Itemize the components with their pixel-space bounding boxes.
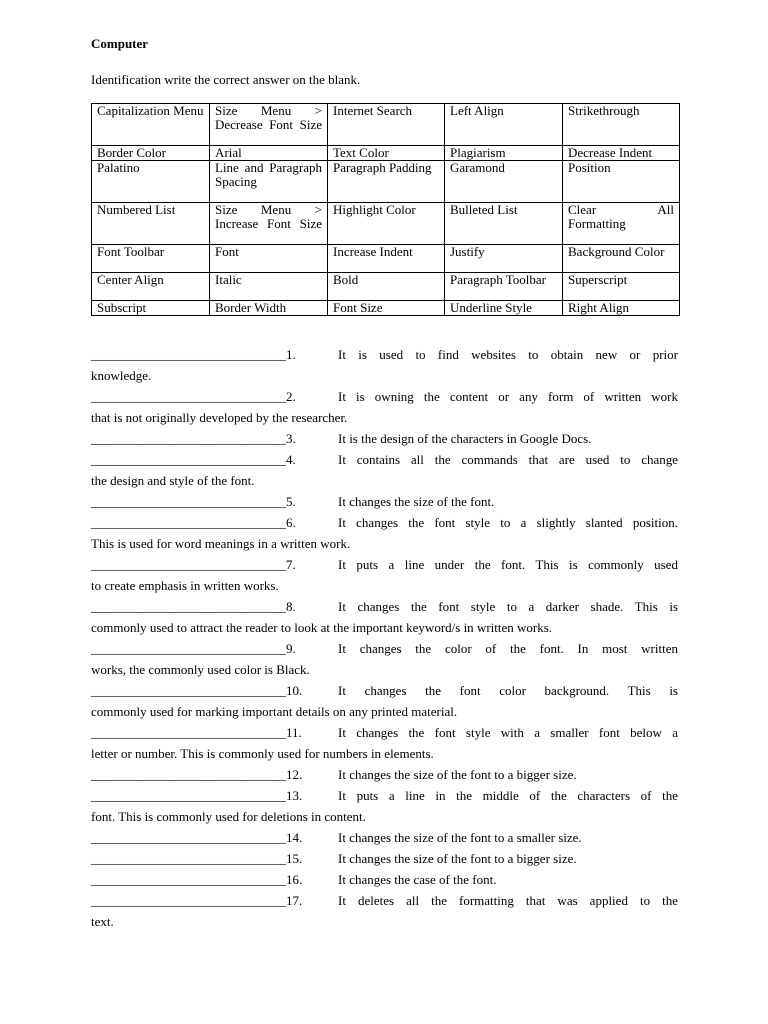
question-text: It changes the size of the font to a bigger size. bbox=[338, 767, 577, 782]
question-text: It changes the font style with a smaller font below a bbox=[338, 725, 678, 740]
answer-bank-cell: Decrease Indent bbox=[563, 146, 680, 161]
answer-bank-cell: Subscript bbox=[92, 301, 210, 316]
answer-bank-cell: Clear All Formatting bbox=[563, 203, 680, 245]
answer-blank[interactable]: ______________________________ bbox=[91, 515, 286, 530]
answer-bank-cell: Font Toolbar bbox=[92, 245, 210, 273]
question-item bbox=[91, 848, 678, 869]
answer-blank[interactable]: ______________________________ bbox=[91, 557, 286, 572]
question-item bbox=[91, 680, 678, 722]
answer-bank-cell: Capitalization Menu bbox=[92, 104, 210, 146]
question-text: It changes the size of the font to a smaller size. bbox=[338, 830, 582, 845]
question-number: 3. bbox=[286, 431, 296, 446]
question-item bbox=[91, 512, 678, 554]
question-number: 1. bbox=[286, 347, 296, 362]
question-text-continued: commonly used for marking important details on any printed material. bbox=[91, 704, 458, 719]
answer-bank-cell: Size Menu > Increase Font Size bbox=[210, 203, 328, 245]
answer-bank-cell: Underline Style bbox=[445, 301, 563, 316]
question-item bbox=[91, 827, 678, 848]
question-number: 8. bbox=[286, 599, 296, 614]
question-number: 4. bbox=[286, 452, 296, 467]
question-number: 16. bbox=[286, 872, 303, 887]
answer-blank[interactable]: ______________________________ bbox=[91, 599, 286, 614]
question-number: 10. bbox=[286, 683, 303, 698]
question-text-continued: to create emphasis in written works. bbox=[91, 578, 279, 593]
answer-bank-cell: Left Align bbox=[445, 104, 563, 146]
answer-bank-cell: Size Menu > Decrease Font Size bbox=[210, 104, 328, 146]
question-text: It changes the color of the font. In most written bbox=[338, 641, 678, 656]
answer-blank[interactable]: ______________________________ bbox=[91, 683, 286, 698]
question-text: It changes the font style to a slightly slanted position. bbox=[338, 515, 678, 530]
answer-bank-table bbox=[91, 103, 680, 316]
question-item bbox=[91, 491, 678, 512]
answer-bank-row bbox=[92, 161, 680, 203]
question-text-continued: the design and style of the font. bbox=[91, 473, 255, 488]
answer-blank[interactable]: ______________________________ bbox=[91, 494, 286, 509]
answer-bank-cell: Right Align bbox=[563, 301, 680, 316]
answer-bank-cell: Paragraph Toolbar bbox=[445, 273, 563, 301]
question-list bbox=[91, 344, 678, 932]
question-number: 14. bbox=[286, 830, 303, 845]
answer-blank[interactable]: ______________________________ bbox=[91, 767, 286, 782]
answer-bank-cell: Paragraph Padding bbox=[328, 161, 445, 203]
question-text-continued: knowledge. bbox=[91, 368, 152, 383]
question-text: It changes the font color background. This is bbox=[338, 683, 678, 698]
answer-blank[interactable]: ______________________________ bbox=[91, 431, 286, 446]
question-text: It is the design of the characters in Google Docs. bbox=[338, 431, 592, 446]
question-item bbox=[91, 344, 678, 386]
answer-bank-cell: Center Align bbox=[92, 273, 210, 301]
question-text: It contains all the commands that are used to change bbox=[338, 452, 678, 467]
answer-bank-cell: Text Color bbox=[328, 146, 445, 161]
answer-bank-row bbox=[92, 104, 680, 146]
question-item bbox=[91, 449, 678, 491]
question-text: It changes the size of the font. bbox=[338, 494, 495, 509]
question-text: It changes the case of the font. bbox=[338, 872, 497, 887]
question-text: It deletes all the formatting that was applied to the bbox=[338, 893, 678, 908]
question-text-continued: that is not originally developed by the researcher. bbox=[91, 410, 348, 425]
page-title: Computer bbox=[91, 36, 149, 51]
answer-bank-row bbox=[92, 203, 680, 245]
question-text-continued: commonly used to attract the reader to look at the important keyword/s in written works. bbox=[91, 620, 553, 635]
question-text: It is used to find websites to obtain new or prior bbox=[338, 347, 678, 362]
answer-bank-cell: Font Size bbox=[328, 301, 445, 316]
question-text: It changes the size of the font to a bigger size. bbox=[338, 851, 577, 866]
answer-blank[interactable]: ______________________________ bbox=[91, 389, 286, 404]
answer-bank-cell: Arial bbox=[210, 146, 328, 161]
answer-blank[interactable]: ______________________________ bbox=[91, 872, 286, 887]
answer-bank-cell: Plagiarism bbox=[445, 146, 563, 161]
question-item bbox=[91, 722, 678, 764]
answer-bank-cell: Border Color bbox=[92, 146, 210, 161]
question-text-continued: text. bbox=[91, 914, 114, 929]
answer-bank-cell: Garamond bbox=[445, 161, 563, 203]
question-item bbox=[91, 596, 678, 638]
answer-blank[interactable]: ______________________________ bbox=[91, 830, 286, 845]
answer-blank[interactable]: ______________________________ bbox=[91, 851, 286, 866]
question-text: It puts a line in the middle of the characters of the bbox=[338, 788, 678, 803]
answer-blank[interactable]: ______________________________ bbox=[91, 641, 286, 656]
answer-bank-cell: Font bbox=[210, 245, 328, 273]
answer-bank-cell: Increase Indent bbox=[328, 245, 445, 273]
answer-blank[interactable]: ______________________________ bbox=[91, 347, 286, 362]
question-text-continued: This is used for word meanings in a written work. bbox=[91, 536, 351, 551]
answer-bank-cell: Position bbox=[563, 161, 680, 203]
answer-bank-cell: Superscript bbox=[563, 273, 680, 301]
question-item bbox=[91, 785, 678, 827]
question-item bbox=[91, 554, 678, 596]
answer-bank-row bbox=[92, 245, 680, 273]
answer-bank-row bbox=[92, 301, 680, 316]
answer-bank-cell: Bulleted List bbox=[445, 203, 563, 245]
question-text-continued: letter or number. This is commonly used for numbers in elements. bbox=[91, 746, 434, 761]
answer-blank[interactable]: ______________________________ bbox=[91, 725, 286, 740]
question-number: 9. bbox=[286, 641, 296, 656]
question-number: 11. bbox=[286, 725, 302, 740]
answer-bank-cell: Palatino bbox=[92, 161, 210, 203]
question-number: 7. bbox=[286, 557, 296, 572]
answer-bank-cell: Border Width bbox=[210, 301, 328, 316]
question-item bbox=[91, 428, 678, 449]
answer-bank-cell: Highlight Color bbox=[328, 203, 445, 245]
answer-bank-cell: Numbered List bbox=[92, 203, 210, 245]
question-number: 15. bbox=[286, 851, 303, 866]
question-text-continued: font. This is commonly used for deletions in content. bbox=[91, 809, 366, 824]
answer-bank-row bbox=[92, 146, 680, 161]
question-text: It puts a line under the font. This is commonly used bbox=[338, 557, 678, 572]
question-item bbox=[91, 869, 678, 890]
question-number: 2. bbox=[286, 389, 296, 404]
answer-bank-cell: Line and Paragraph Spacing bbox=[210, 161, 328, 203]
answer-blank[interactable]: ______________________________ bbox=[91, 893, 286, 908]
question-number: 17. bbox=[286, 893, 303, 908]
answer-blank[interactable]: ______________________________ bbox=[91, 452, 286, 467]
question-item bbox=[91, 386, 678, 428]
answer-bank-cell: Justify bbox=[445, 245, 563, 273]
question-item bbox=[91, 638, 678, 680]
answer-blank[interactable]: ______________________________ bbox=[91, 788, 286, 803]
answer-bank-cell: Italic bbox=[210, 273, 328, 301]
instructions: Identification write the correct answer on the blank. bbox=[91, 72, 361, 87]
question-number: 6. bbox=[286, 515, 296, 530]
answer-bank-cell: Internet Search bbox=[328, 104, 445, 146]
question-item bbox=[91, 890, 678, 932]
question-number: 12. bbox=[286, 767, 303, 782]
answer-bank-cell: Strikethrough bbox=[563, 104, 680, 146]
question-text: It is owning the content or any form of written work bbox=[338, 389, 678, 404]
question-number: 13. bbox=[286, 788, 303, 803]
answer-bank-cell: Background Color bbox=[563, 245, 680, 273]
question-number: 5. bbox=[286, 494, 296, 509]
answer-bank-cell: Bold bbox=[328, 273, 445, 301]
question-text-continued: works, the commonly used color is Black. bbox=[91, 662, 310, 677]
question-text: It changes the font style to a darker shade. This is bbox=[338, 599, 678, 614]
question-item bbox=[91, 764, 678, 785]
answer-bank-row bbox=[92, 273, 680, 301]
